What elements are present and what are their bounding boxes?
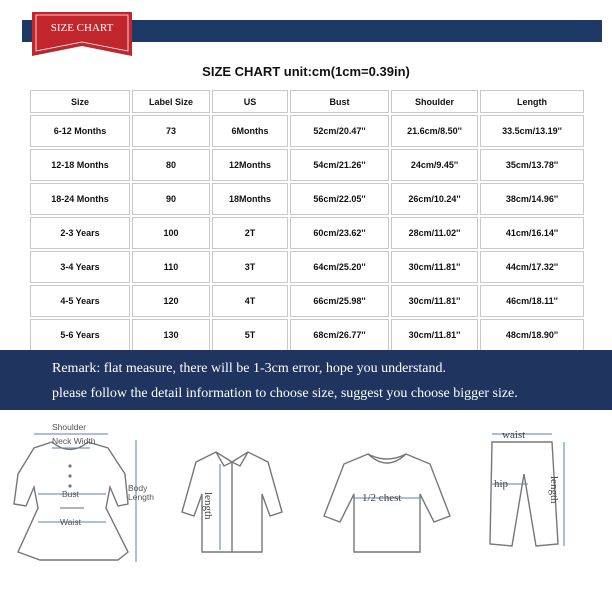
shoulder-label: Shoulder (52, 422, 87, 432)
table-cell: 64cm/25.20'' (290, 251, 389, 283)
table-cell: 4-5 Years (30, 285, 130, 317)
table-cell: 35cm/13.78'' (480, 149, 584, 181)
size-table (28, 88, 586, 353)
table-cell: 6Months (212, 115, 288, 147)
table-cell: 48cm/18.90'' (480, 319, 584, 351)
hip-label: hip (494, 478, 509, 490)
page-title: SIZE CHART unit:cm(1cm=0.39in) (202, 64, 410, 79)
table-cell: 38cm/14.96'' (480, 183, 584, 215)
table-cell: 60cm/23.62'' (290, 217, 389, 249)
table-row (30, 319, 584, 351)
table-cell: 3T (212, 251, 288, 283)
shirt-diagram (172, 412, 292, 612)
table-cell: 110 (132, 251, 210, 283)
column-header: Length (480, 90, 584, 113)
column-header: Shoulder (391, 90, 478, 113)
table-row (30, 217, 584, 249)
measurement-diagrams (0, 412, 612, 612)
waist-label-pants: waist (502, 429, 526, 441)
table-cell: 68cm/26.77'' (290, 319, 389, 351)
table-cell: 41cm/16.14'' (480, 217, 584, 249)
table-row (30, 251, 584, 283)
table-cell: 24cm/9.45'' (391, 149, 478, 181)
table-cell: 18-24 Months (30, 183, 130, 215)
table-row (30, 149, 584, 181)
table-cell: 80 (132, 149, 210, 181)
length-label: Length (128, 492, 154, 502)
table-cell: 4T (212, 285, 288, 317)
table-cell: 30cm/11.81'' (391, 251, 478, 283)
neck-width-label: Neck Width (52, 436, 96, 446)
table-cell: 54cm/21.26'' (290, 149, 389, 181)
pants-diagram (472, 412, 602, 612)
bust-label: Bust (62, 489, 80, 499)
size-chart-badge (32, 12, 132, 56)
table-cell: 21.6cm/8.50'' (391, 115, 478, 147)
table-cell: 2-3 Years (30, 217, 130, 249)
table-row (30, 115, 584, 147)
table-cell: 73 (132, 115, 210, 147)
table-cell: 5T (212, 319, 288, 351)
remark-line-1: Remark: flat measure, there will be 1-3cm error, hope you understand. (52, 361, 447, 376)
table-cell: 130 (132, 319, 210, 351)
sweater-diagram (312, 412, 462, 612)
column-header: Size (30, 90, 130, 113)
table-cell: 2T (212, 217, 288, 249)
table-cell: 44cm/17.32'' (480, 251, 584, 283)
chest-label: 1/2 chest (362, 492, 402, 504)
table-cell: 3-4 Years (30, 251, 130, 283)
table-cell: 56cm/22.05'' (290, 183, 389, 215)
table-cell: 6-12 Months (30, 115, 130, 147)
table-cell: 30cm/11.81'' (391, 285, 478, 317)
column-header: US (212, 90, 288, 113)
waist-label: Waist (60, 517, 81, 527)
table-cell: 90 (132, 183, 210, 215)
table-row (30, 285, 584, 317)
table-cell: 100 (132, 217, 210, 249)
badge-label: SIZE CHART (50, 22, 114, 34)
table-row (30, 183, 584, 215)
table-cell: 5-6 Years (30, 319, 130, 351)
table-header-row (30, 90, 584, 113)
column-header: Label Size (132, 90, 210, 113)
table-cell: 46cm/18.11'' (480, 285, 584, 317)
table-cell: 66cm/25.98'' (290, 285, 389, 317)
table-cell: 30cm/11.81'' (391, 319, 478, 351)
table-cell: 12Months (212, 149, 288, 181)
column-header: Bust (290, 90, 389, 113)
table-cell: 52cm/20.47'' (290, 115, 389, 147)
shirt-length-label: length (202, 492, 214, 520)
table-cell: 33.5cm/13.19'' (480, 115, 584, 147)
table-cell: 120 (132, 285, 210, 317)
remark-line-2: please follow the detail information to choose size, suggest you choose bigger size. (52, 386, 518, 401)
table-cell: 18Months (212, 183, 288, 215)
pants-length-label: length (548, 476, 560, 504)
table-cell: 28cm/11.02'' (391, 217, 478, 249)
body-label: Body (128, 483, 148, 493)
table-cell: 12-18 Months (30, 149, 130, 181)
table-cell: 26cm/10.24'' (391, 183, 478, 215)
